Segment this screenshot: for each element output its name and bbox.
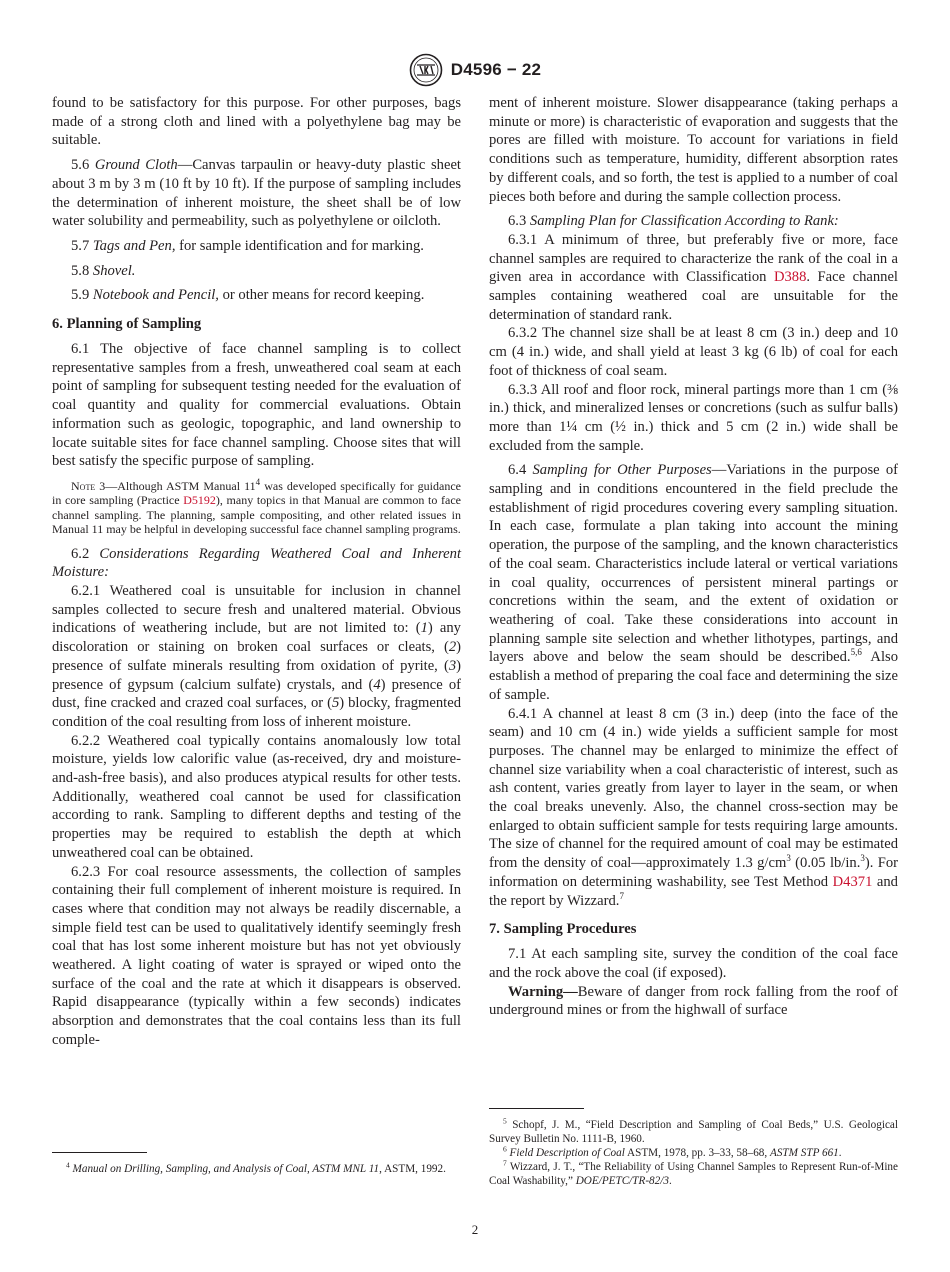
note-text: ), many topics in that Manual are common to face channel sampling. The planning, sample compositing, and other related issues in Manual 11 may be helpful in developing successful face channel sampling programs.: [52, 493, 461, 537]
section-6-1: 6.1 The objective of face channel sampling is to collect representative samples from a fresh, unweathered coal seam at each point of sampling for subsequent testing needed for the evaluation of coal quantity and quality for commercial evaluations. Obtain information such as geologic, topographic, and land ownership to locate suitable sites for face channel sampling. Choose sites that will best satisfy the specific purpose of sampling.: [52, 341, 461, 470]
section-text: ). For information on determining washability, see Test Method: [489, 855, 899, 890]
section-text: ) any discoloration or staining on broken coal surfaces or cleats, (: [52, 620, 461, 656]
list-number: 3: [448, 657, 457, 674]
footnotes-right: [489, 1118, 898, 1188]
footnote-number: 4: [66, 1160, 70, 1170]
footnote-title: Field Description of Coal: [509, 1147, 625, 1159]
note-text: 3—Although ASTM Manual 11: [95, 478, 256, 493]
section-heading-7: 7. Sampling Procedures: [489, 921, 637, 938]
superscript: 3: [786, 853, 791, 864]
section-text: ) presence of dust, fine cracked and crazed coal surfaces, or (: [52, 676, 461, 712]
paragraph-continued: found to be satisfactory for this purpose. For other purposes, bags made of a strong cloth and lined with a polyethylene bag may be suitable.: [52, 95, 461, 149]
document-designation: D4596 − 22: [450, 60, 542, 79]
section-number: 5.8: [71, 262, 90, 279]
section-number: 5.6: [71, 157, 90, 174]
practice-d5192-link[interactable]: D5192: [183, 493, 216, 508]
footnote-number: 5: [503, 1116, 507, 1126]
section-title: Considerations Regarding Weathered Coal and Inherent Moisture:: [52, 545, 461, 581]
footnote-divider: [489, 1108, 584, 1109]
footnote-title: Manual on Drilling, Sampling, and Analysis of Coal, ASTM MNL 11: [72, 1163, 380, 1175]
note-text: was developed specifically for guidance in core sampling (Practice: [52, 478, 461, 508]
section-title: Sampling for Other Purposes: [532, 462, 712, 479]
section-title: Shovel.: [92, 262, 136, 279]
footnote-ref[interactable]: 4: [255, 476, 261, 487]
footnotes-left: [52, 1162, 461, 1176]
footnote-6: [489, 1146, 898, 1160]
section-text: (0.05 lb/in.: [790, 855, 861, 872]
section-6-3-3: 6.3.3 All roof and floor rock, mineral partings more than 1 cm (⅜ in.) thick, and mineralized lenses or concretions (such as sulfur balls) more than 1¼ cm (½ in.) thick and 5 cm (2 in.) wide shall be excluded from the sample.: [489, 381, 898, 454]
paragraph-continued: ment of inherent moisture. Slower disappearance (taking perhaps a minute or more) is characteristic of evaporation and suggests that the pores are filled with moisture. To account for variations in field conditions such as temperature, humidity, different absorption rates by different coals, and so forth, the test is applied to a number of coal pieces both before and during the sample collection process.: [489, 95, 898, 205]
section-text: and the report by Wizzard.: [489, 873, 898, 909]
footnote-report: DOE/PETC/TR-82/3: [575, 1175, 669, 1187]
footnote-number: 7: [503, 1158, 507, 1168]
warning-label: Warning—: [508, 983, 578, 1000]
section-5-9: [52, 286, 461, 305]
section-text: . Face channel samples containing weathered coal are unsuitable for the determination of standard rank.: [489, 269, 898, 323]
section-6-2: [52, 545, 461, 582]
section-text: or other means for record keeping.: [218, 287, 425, 304]
note-label: Note: [71, 478, 96, 493]
footnote-4: [52, 1162, 461, 1176]
warning: [489, 983, 898, 1020]
section-number: 5.9: [71, 287, 90, 304]
section-text: for sample identification and for marking.: [175, 237, 424, 254]
classification-d388-link[interactable]: D388: [773, 269, 807, 286]
page-number: 2: [471, 1222, 479, 1237]
list-number: 1: [420, 620, 428, 637]
section-6-2-1: [52, 582, 461, 732]
section-text: —Canvas tarpaulin or heavy-duty plastic sheet about 3 m by 3 m (10 ft by 10 ft). If the purpose of sampling includes the determination of inherent moisture, the sheet shall be of low water solubility and permeability, such as polyethylene or oilcloth.: [52, 157, 461, 230]
section-6-3-2: 6.3.2 The channel size shall be at least 8 cm (3 in.) deep and 10 cm (4 in.) wide, and shall yield at least 3 kg (6 lb) of coal for each foot of thickness of coal seam.: [489, 325, 898, 379]
section-6-4-1: [489, 705, 898, 911]
list-number: 4: [373, 676, 381, 693]
footnote-number: 6: [503, 1144, 507, 1154]
section-text: ) presence of sulfate minerals resulting from oxidation of pyrite, (: [52, 639, 461, 674]
section-text: ) blocky, fragmented condition of the coal resulting from loss of inherent moisture.: [52, 695, 461, 730]
footnote-text: Wizzard, J. T., “The Reliability of Using Channel Samples to Represent Run-of-Mine Coal Washability,”: [489, 1161, 898, 1187]
footnote-text: .: [668, 1175, 672, 1187]
section-5-7: [52, 237, 461, 256]
section-number: 6.4: [508, 462, 527, 479]
footnote-text: .: [838, 1147, 842, 1159]
footnote-ref[interactable]: 5,6: [850, 647, 862, 658]
footnote-5: [489, 1118, 898, 1146]
page-header: [0, 52, 950, 88]
footnote-text: , ASTM, 1992.: [379, 1163, 446, 1175]
footnote-ref[interactable]: 7: [619, 890, 624, 901]
section-title: Notebook and Pencil,: [92, 287, 219, 304]
section-5-8: [52, 262, 461, 281]
section-title: Sampling Plan for Classification According to Rank:: [529, 213, 839, 230]
footnote-series: ASTM STP 661: [769, 1147, 839, 1159]
note-3: [52, 476, 461, 537]
footnote-text: ASTM, 1978, pp. 3–33, 58–68,: [624, 1147, 770, 1159]
warning-text: Beware of danger from rock falling from the roof of underground mines or from the highwall of surface: [489, 983, 898, 1019]
right-column: [489, 94, 898, 1020]
section-text: 6.4.1 A channel at least 8 cm (3 in.) deep (into the face of the seam) and 10 cm (4 in.) wide yields a sufficient sample for most purposes. The channel may be enlarged to minimize the effect of channel size variability when a coal characteristic of interest, such as ash content, varies greatly from layer to layer in the seam, or when the coal breaks unevenly. Also, the channel cross-section may be enlarged to obtain sufficient sample for tests requiring large amounts. The size of channel for the required amount of coal may be estimated from the density of coal—approximately 1.3 g/cm: [489, 705, 898, 872]
section-6-2-3: 6.2.3 For coal resource assessments, the collection of samples containing their full complement of inherent moisture is required. In cases where that condition may not always be readily discernable, a simple field test can be used to qualitatively identify seemingly fresh coal that has lost some inherent moisture but has not yet obviously weathered. A light coating of water is sprayed or wiped onto the surface of the coal and the rate at which it disappears is observed. Rapid disappearance (typically within a few seconds) indicates absorption and demonstrates that the coal contains less than its full comple-: [52, 863, 461, 1048]
section-title: Tags and Pen,: [92, 237, 176, 254]
footnote-text: Schopf, J. M., “Field Description and Sampling of Coal Beds,” U.S. Geological Survey Bulletin No. 1111-B, 1960.: [489, 1119, 899, 1145]
section-heading-6: 6. Planning of Sampling: [52, 316, 202, 333]
list-number: 2: [448, 639, 457, 656]
section-7-1: 7.1 At each sampling site, survey the condition of the coal face and the rock above the coal (if exposed).: [489, 946, 898, 981]
section-6-3: [489, 212, 898, 231]
section-number: 6.2: [71, 545, 90, 562]
section-6-4: [489, 461, 898, 704]
astm-logo-icon: [409, 53, 443, 87]
section-text: 6.3.1 A minimum of three, but preferably five or more, face channel samples are required to characterize the rank of the coal in a given area in accordance with Classification: [489, 231, 898, 286]
section-text: ) presence of gypsum (calcium sulfate) crystals, and (: [52, 657, 461, 693]
section-text: Also establish a method of preparing the coal face and determining the size of sample.: [489, 649, 898, 703]
section-text: —Variations in the purpose of sampling and in conditions encountered in the field preclude the establishment of rigid procedures covering every sampling situation. In each case, formulate a plan taking into account the mining operation, the purpose of the sampling, and the known characteristics of the coal seam. Characteristics include lateral or vertical variations in coal quality, occurrences of persistent mineral partings or concretions within the seam, and the extent of oxidation or weathering of coal. Take these considerations into account in planning sample site selection and whether lithotypes, partings, and layers above and below the seam should be described.: [489, 462, 899, 666]
footnote-7: [489, 1160, 898, 1188]
section-text: 6.2.1 Weathered coal is unsuitable for inclusion in channel samples collected to secure fresh and unaltered material. Obvious indications of weathering include, but are not limited to: (: [52, 582, 461, 637]
section-5-6: [52, 156, 461, 231]
left-column: [52, 94, 461, 1050]
superscript: 3: [860, 853, 865, 864]
section-number: 5.7: [71, 237, 90, 254]
section-6-3-1: [489, 231, 898, 325]
section-6-2-2: 6.2.2 Weathered coal typically contains anomalously low total moisture, yields low calorific value (as-received, dry and moisture-and-ash-free basis), and also produces atypical results for other tests. Additionally, weathered coal cannot be used for classification according to rank. Sampling to different depths and testing of the properties may be required to establish the depth at which unweathered coal can be obtained.: [52, 732, 461, 861]
footnote-divider: [52, 1152, 147, 1153]
section-title: Ground Cloth: [94, 157, 178, 174]
list-number: 5: [331, 695, 340, 712]
section-number: 6.3: [508, 213, 527, 230]
test-method-d4371-link[interactable]: D4371: [832, 873, 873, 890]
